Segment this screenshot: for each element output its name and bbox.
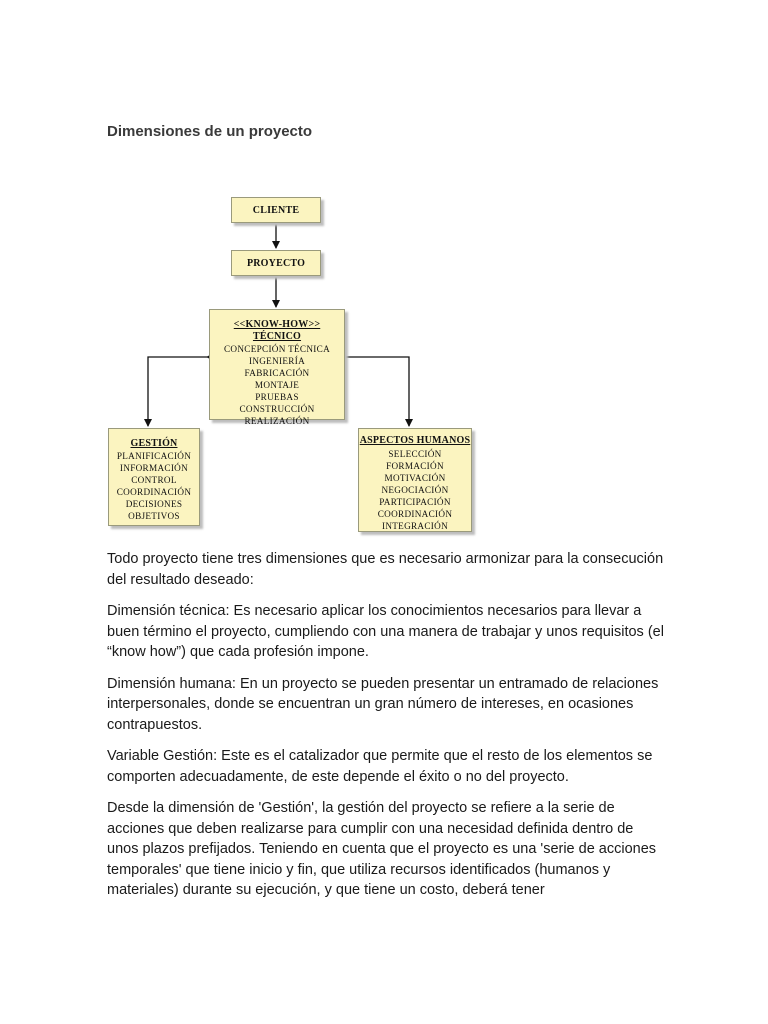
gestion-box [108, 428, 200, 526]
proyecto-box [231, 250, 321, 276]
gestion-item: INFORMACIÓN [119, 463, 189, 473]
cliente-label: CLIENTE [252, 204, 300, 216]
gestion-item: COORDINACIÓN [116, 487, 192, 497]
humanos-item: NEGOCIACIÓN [381, 485, 449, 495]
tecnico-heading: <<KNOW-HOW>> TÉCNICO [233, 319, 321, 342]
humanos-item: COORDINACIÓN [377, 509, 453, 519]
arrow-tecnico-humanos [347, 357, 409, 426]
humanos-item: SELECCIÓN [388, 449, 442, 459]
paragraph-intro: Todo proyecto tiene tres dimensiones que es necesario armonizar para la consecución del resultado deseado: [107, 551, 664, 588]
tecnico-item: REALIZACIÓN [244, 416, 310, 426]
paragraph-gestion-detalle: Desde la dimensión de 'Gestión', la gestión del proyecto se refiere a la serie de acciones que deben realizarse para cumplir con una necesidad definida dentro de unos plazos prefijados. Teniendo en cuenta que el proyecto es una 'serie de acciones temporales' que tiene inicio y fin, que utiliza recursos identificados (humanos y materiales) durante su ejecución, y que tiene un costo, deberá tener [107, 800, 657, 898]
tecnico-item: MONTAJE [254, 380, 300, 390]
tecnico-item: CONCEPCIÓN TÉCNICA [223, 344, 331, 354]
paragraph-humana: Dimensión humana: En un proyecto se pueden presentar un entramado de relaciones interpersonales, donde se encuentran un gran número de intereses, en ocasiones contrapuestos. [107, 675, 659, 733]
gestion-item: OBJETIVOS [128, 511, 180, 521]
arrow-tecnico-gestion [148, 357, 207, 426]
gestion-item: PLANIFICACIÓN [116, 451, 192, 461]
humanos-item: INTEGRACIÓN [381, 521, 449, 531]
tecnico-item: FABRICACIÓN [244, 368, 310, 378]
humanos-item: FORMACIÓN [386, 461, 444, 471]
humanos-box [358, 428, 472, 532]
paragraph-tecnica: Dimensión técnica: Es necesario aplicar los conocimientos necesarios para llevar a buen término el proyecto, cumpliendo con una manera de trabajar y unos requisitos (el “know how”) que cada profesión impone. [107, 603, 664, 660]
tecnico-item: INGENIERÍA [248, 356, 306, 366]
gestion-item: CONTROL [131, 475, 177, 485]
body-text [107, 549, 667, 912]
gestion-item: DECISIONES [125, 499, 183, 509]
paragraph-gestion: Variable Gestión: Este es el catalizador que permite que el resto de los elementos se comporten adecuadamente, de este depende el éxito o no del proyecto. [107, 748, 653, 785]
tecnico-box [209, 309, 345, 426]
cliente-box [231, 197, 321, 223]
gestion-heading: GESTIÓN [130, 438, 178, 449]
humanos-item: MOTIVACIÓN [384, 473, 446, 483]
tecnico-item: CONSTRUCCIÓN [239, 404, 315, 414]
page-title: Dimensiones de un proyecto [107, 123, 313, 140]
tecnico-item: PRUEBAS [255, 392, 299, 402]
humanos-heading: ASPECTOS HUMANOS [359, 435, 471, 446]
humanos-item: PARTICIPACIÓN [379, 497, 451, 507]
proyecto-label: PROYECTO [246, 257, 306, 269]
